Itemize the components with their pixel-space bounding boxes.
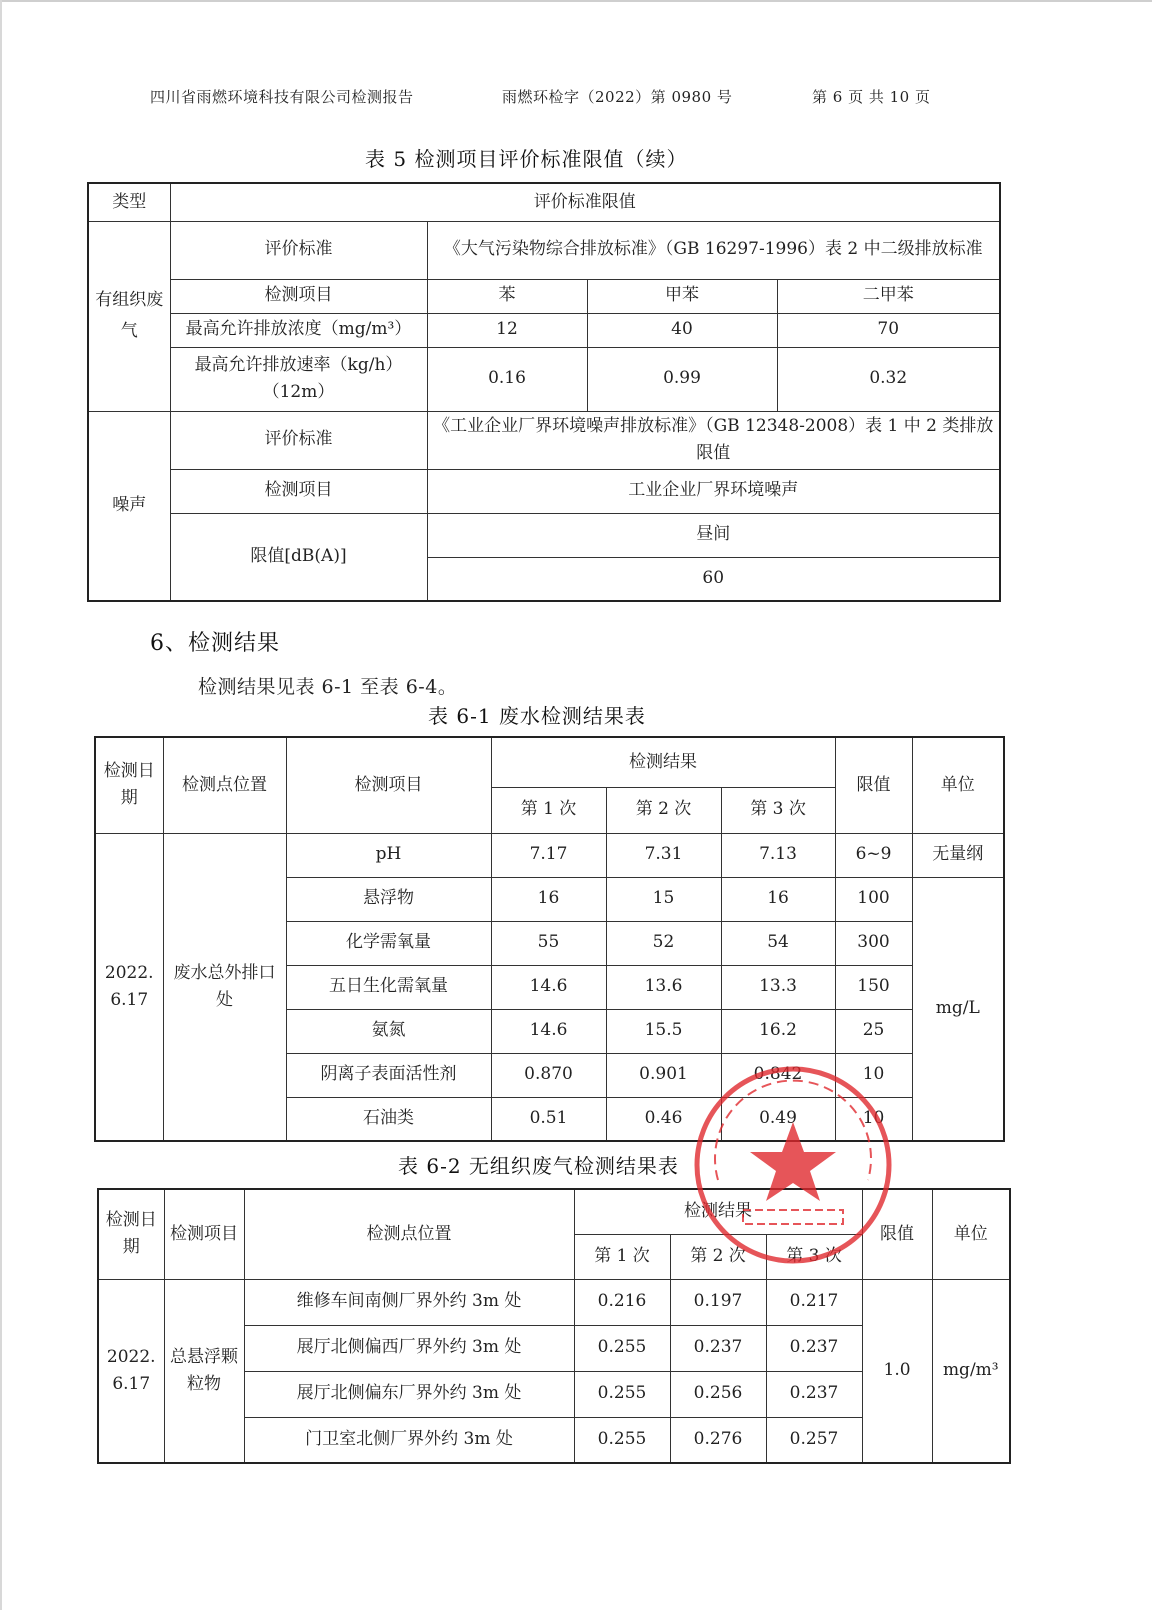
t62-r3: 0.237 xyxy=(766,1325,862,1371)
scan-edge-top xyxy=(0,0,1152,2)
seal-star-icon xyxy=(750,1122,836,1201)
table5-title: 表 5 检测项目评价标准限值（续） xyxy=(365,147,688,171)
t62-r2: 0.197 xyxy=(670,1279,766,1325)
t62-header-run1: 第 1 次 xyxy=(574,1234,670,1279)
t61-header-results: 检测结果 xyxy=(491,737,835,787)
t5-noise-item-label: 检测项目 xyxy=(170,469,427,513)
section6-text: 检测结果见表 6-1 至表 6-4。 xyxy=(198,676,458,698)
section6-heading: 6、检测结果 xyxy=(150,631,280,656)
t5-air-standard-label: 评价标准 xyxy=(170,221,427,279)
t61-limit: 150 xyxy=(835,965,912,1009)
header-report-number: 雨燃环检字（2022）第 0980 号 xyxy=(502,88,733,106)
t5-air-item: 二甲苯 xyxy=(777,279,1000,313)
t62-header-item: 检测项目 xyxy=(164,1189,244,1279)
t5-noise-type: 噪声 xyxy=(88,411,170,601)
t61-r3: 54 xyxy=(721,921,835,965)
seal-bottom-text xyxy=(743,1210,843,1224)
t5-air-rate: 0.99 xyxy=(587,347,777,411)
t61-item: 阴离子表面活性剂 xyxy=(286,1053,491,1097)
t5-air-conc: 12 xyxy=(427,313,587,347)
t61-r3: 16 xyxy=(721,877,835,921)
t5-noise-standard: 《工业企业厂界环境噪声排放标准》（GB 12348-2008）表 1 中 2 类排放限值 xyxy=(427,411,1000,469)
t61-item: 氨氮 xyxy=(286,1009,491,1053)
t62-r2: 0.237 xyxy=(670,1325,766,1371)
t62-header-date: 检测日期 xyxy=(98,1189,164,1279)
t5-noise-item: 工业企业厂界环境噪声 xyxy=(427,469,1000,513)
table-row xyxy=(95,833,1004,877)
t61-item: 石油类 xyxy=(286,1097,491,1141)
t61-item: 化学需氧量 xyxy=(286,921,491,965)
t5-noise-period: 昼间 xyxy=(427,513,1000,557)
t62-location: 门卫室北侧厂界外约 3m 处 xyxy=(244,1417,574,1463)
t5-header-type: 类型 xyxy=(88,183,170,221)
t61-r3: 16.2 xyxy=(721,1009,835,1053)
t61-r1: 14.6 xyxy=(491,1009,606,1053)
t61-limit: 100 xyxy=(835,877,912,921)
t62-header-limit: 限值 xyxy=(862,1189,932,1279)
t5-air-conc: 70 xyxy=(777,313,1000,347)
header-company: 四川省雨燃环境科技有限公司检测报告 xyxy=(150,88,414,106)
t5-air-type: 有组织废气 xyxy=(88,221,170,411)
t61-item: pH xyxy=(286,833,491,877)
t61-item: 悬浮物 xyxy=(286,877,491,921)
scan-edge-left xyxy=(0,0,2,1610)
t5-air-item-label: 检测项目 xyxy=(170,279,427,313)
t61-header-run2: 第 2 次 xyxy=(606,787,721,833)
t5-air-rate: 0.32 xyxy=(777,347,1000,411)
t61-date: 2022. 6.17 xyxy=(95,833,163,1141)
t61-header-unit: 单位 xyxy=(912,737,1004,833)
t62-r3: 0.257 xyxy=(766,1417,862,1463)
t62-r1: 0.255 xyxy=(574,1417,670,1463)
t62-header-location: 检测点位置 xyxy=(244,1189,574,1279)
t61-r2: 13.6 xyxy=(606,965,721,1009)
t61-header-date: 检测日期 xyxy=(95,737,163,833)
t61-r2: 0.901 xyxy=(606,1053,721,1097)
t61-r2: 0.46 xyxy=(606,1097,721,1141)
t61-r1: 0.870 xyxy=(491,1053,606,1097)
t61-limit: 10 xyxy=(835,1053,912,1097)
t61-r1: 16 xyxy=(491,877,606,921)
t61-limit: 300 xyxy=(835,921,912,965)
t61-item: 五日生化需氧量 xyxy=(286,965,491,1009)
t62-location: 展厅北侧偏东厂界外约 3m 处 xyxy=(244,1371,574,1417)
t5-air-standard: 《大气污染物综合排放标准》（GB 16297-1996）表 2 中二级排放标准 xyxy=(427,221,1000,279)
table62-title: 表 6-2 无组织废气检测结果表 xyxy=(398,1154,679,1178)
t5-noise-standard-label: 评价标准 xyxy=(170,411,427,469)
t61-r2: 15.5 xyxy=(606,1009,721,1053)
t62-r1: 0.216 xyxy=(574,1279,670,1325)
t61-unit-ph: 无量纲 xyxy=(912,833,1004,877)
t61-r2: 52 xyxy=(606,921,721,965)
t62-limit: 1.0 xyxy=(862,1279,932,1463)
t62-r3: 0.237 xyxy=(766,1371,862,1417)
t61-header-run1: 第 1 次 xyxy=(491,787,606,833)
t62-header-run2: 第 2 次 xyxy=(670,1234,766,1279)
t5-noise-limit: 60 xyxy=(427,557,1000,601)
t62-header-run3: 第 3 次 xyxy=(766,1234,862,1279)
header-page-number: 第 6 页 共 10 页 xyxy=(812,88,931,106)
table-row xyxy=(98,1279,1010,1325)
t61-limit: 10 xyxy=(835,1097,912,1141)
t62-r2: 0.276 xyxy=(670,1417,766,1463)
t62-r3: 0.217 xyxy=(766,1279,862,1325)
t62-location: 维修车间南侧厂界外约 3m 处 xyxy=(244,1279,574,1325)
t61-r1: 14.6 xyxy=(491,965,606,1009)
t62-date: 2022. 6.17 xyxy=(98,1279,164,1463)
t5-air-item: 苯 xyxy=(427,279,587,313)
t62-header-unit: 单位 xyxy=(932,1189,1010,1279)
t61-r2: 15 xyxy=(606,877,721,921)
t61-r3: 13.3 xyxy=(721,965,835,1009)
t5-air-rate-label: 最高允许排放速率（kg/h）（12m） xyxy=(170,347,427,411)
t61-unit-other: mg/L xyxy=(912,877,1004,1141)
table61-title: 表 6-1 废水检测结果表 xyxy=(428,704,646,728)
t61-r1: 7.17 xyxy=(491,833,606,877)
t62-item: 总悬浮颗粒物 xyxy=(164,1279,244,1463)
t61-r3: 0.842 xyxy=(721,1053,835,1097)
t62-r1: 0.255 xyxy=(574,1371,670,1417)
t61-r3: 7.13 xyxy=(721,833,835,877)
t62-location: 展厅北侧偏西厂界外约 3m 处 xyxy=(244,1325,574,1371)
t5-noise-limit-label: 限值[dB(A)] xyxy=(170,513,427,601)
t61-header-run3: 第 3 次 xyxy=(721,787,835,833)
t61-r1: 55 xyxy=(491,921,606,965)
t62-r1: 0.255 xyxy=(574,1325,670,1371)
t61-location: 废水总外排口处 xyxy=(163,833,286,1141)
t5-header-limit: 评价标准限值 xyxy=(170,183,1000,221)
t61-r1: 0.51 xyxy=(491,1097,606,1141)
t61-limit: 25 xyxy=(835,1009,912,1053)
t5-air-conc-label: 最高允许排放浓度（mg/m³） xyxy=(170,313,427,347)
t62-r2: 0.256 xyxy=(670,1371,766,1417)
t61-header-location: 检测点位置 xyxy=(163,737,286,833)
t62-unit: mg/m³ xyxy=(932,1279,1010,1463)
t5-air-rate: 0.16 xyxy=(427,347,587,411)
t5-air-item: 甲苯 xyxy=(587,279,777,313)
t61-header-item: 检测项目 xyxy=(286,737,491,833)
t61-r2: 7.31 xyxy=(606,833,721,877)
table5-standard-limits xyxy=(87,182,1001,602)
t5-air-conc: 40 xyxy=(587,313,777,347)
t61-r3: 0.49 xyxy=(721,1097,835,1141)
t62-header-results: 检测结果 xyxy=(574,1189,862,1234)
t61-limit: 6~9 xyxy=(835,833,912,877)
t61-header-limit: 限值 xyxy=(835,737,912,833)
company-seal-stamp xyxy=(688,1060,898,1270)
